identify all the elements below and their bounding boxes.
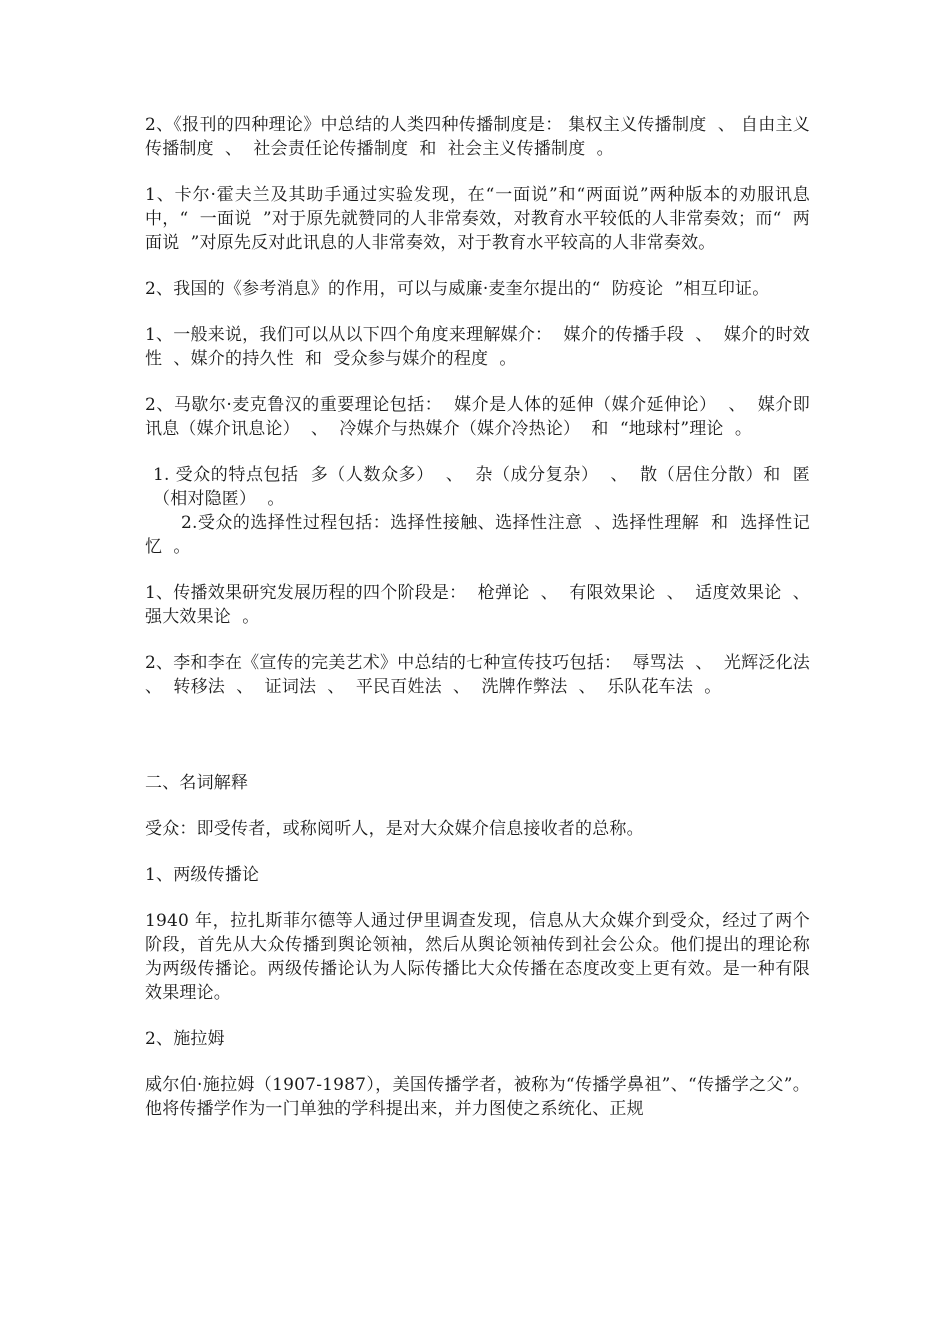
term-title-schramm: 2、施拉姆 <box>145 1029 225 1049</box>
fill-in-paragraph-hovland: 1、卡尔·霍夫兰及其助手通过实验发现，在“一面说”和“两面说”两种版本的劝服讯息中，“ 一面说 ”对于原先就赞同的人非常奏效，对教育水平较低的人非常奏效；而“ 两面说 ”对原先反对此讯息的人非常奏效，对于教育水平较高的人非常奏效。 <box>145 185 810 253</box>
fill-in-paragraph-propaganda-techniques: 2、李和李在《宣传的完美艺术》中总结的七种宣传技巧包括： 辱骂法 、 光辉泛化法 、 转移法 、 证词法 、 平民百姓法 、 洗牌作弊法 、 乐队花车法 。 <box>145 653 822 697</box>
term-body-two-step-flow: 1940 年，拉扎斯菲尔德等人通过伊里调查发现，信息从大众媒介到受众，经过了两个阶段，首先从大众传播到舆论领袖，然后从舆论领袖传到社会公众。他们提出的理论称为两级传播论。两级传播论认为人际传播比大众传播在态度改变上更有效。是一种有限效果理论。 <box>145 911 810 1003</box>
fill-in-paragraph-audience-traits: 1. 受众的特点包括 多（人数众多） 、 杂（成分复杂） 、 散（居住分散）和 匿（相对隐匿） 。 <box>153 465 810 509</box>
fill-in-paragraph-reference-news: 2、我国的《参考消息》的作用，可以与威廉·麦奎尔提出的“ 防疫论 ”相互印证。 <box>145 279 770 299</box>
term-title-two-step-flow: 1、两级传播论 <box>145 865 260 885</box>
fill-in-paragraph-four-theories: 2、《报刊的四种理论》中总结的人类四种传播制度是： 集权主义传播制度 、 自由主义传播制度 、 社会责任论传播制度 和 社会主义传播制度 。 <box>145 115 810 159</box>
term-body-schramm: 威尔伯·施拉姆（1907-1987），美国传播学者，被称为“传播学鼻祖”、“传播学之父”。他将传播学作为一门单独的学科提出来，并力图使之系统化、正规 <box>145 1075 810 1119</box>
fill-in-paragraph-selective-process: 2.受众的选择性过程包括：选择性接触、选择性注意 、选择性理解 和 选择性记忆 。 <box>145 513 810 557</box>
definition-audience: 受众：即受传者，或称阅听人，是对大众媒介信息接收者的总称。 <box>145 819 644 839</box>
fill-in-paragraph-effect-stages: 1、传播效果研究发展历程的四个阶段是： 枪弹论 、 有限效果论 、 适度效果论 、 强大效果论 。 <box>145 583 822 627</box>
section-heading: 二、名词解释 <box>145 773 249 793</box>
document-page <box>145 113 822 1121</box>
fill-in-paragraph-mcluhan: 2、马歇尔·麦克鲁汉的重要理论包括： 媒介是人体的延伸（媒介延伸论） 、 媒介即讯息（媒介讯息论） 、 冷媒介与热媒介（媒介冷热论） 和 “地球村”理论 。 <box>145 395 810 439</box>
fill-in-paragraph-media-angles: 1、一般来说，我们可以从以下四个角度来理解媒介： 媒介的传播手段 、 媒介的时效性 、媒介的持久性 和 受众参与媒介的程度 。 <box>145 325 810 369</box>
